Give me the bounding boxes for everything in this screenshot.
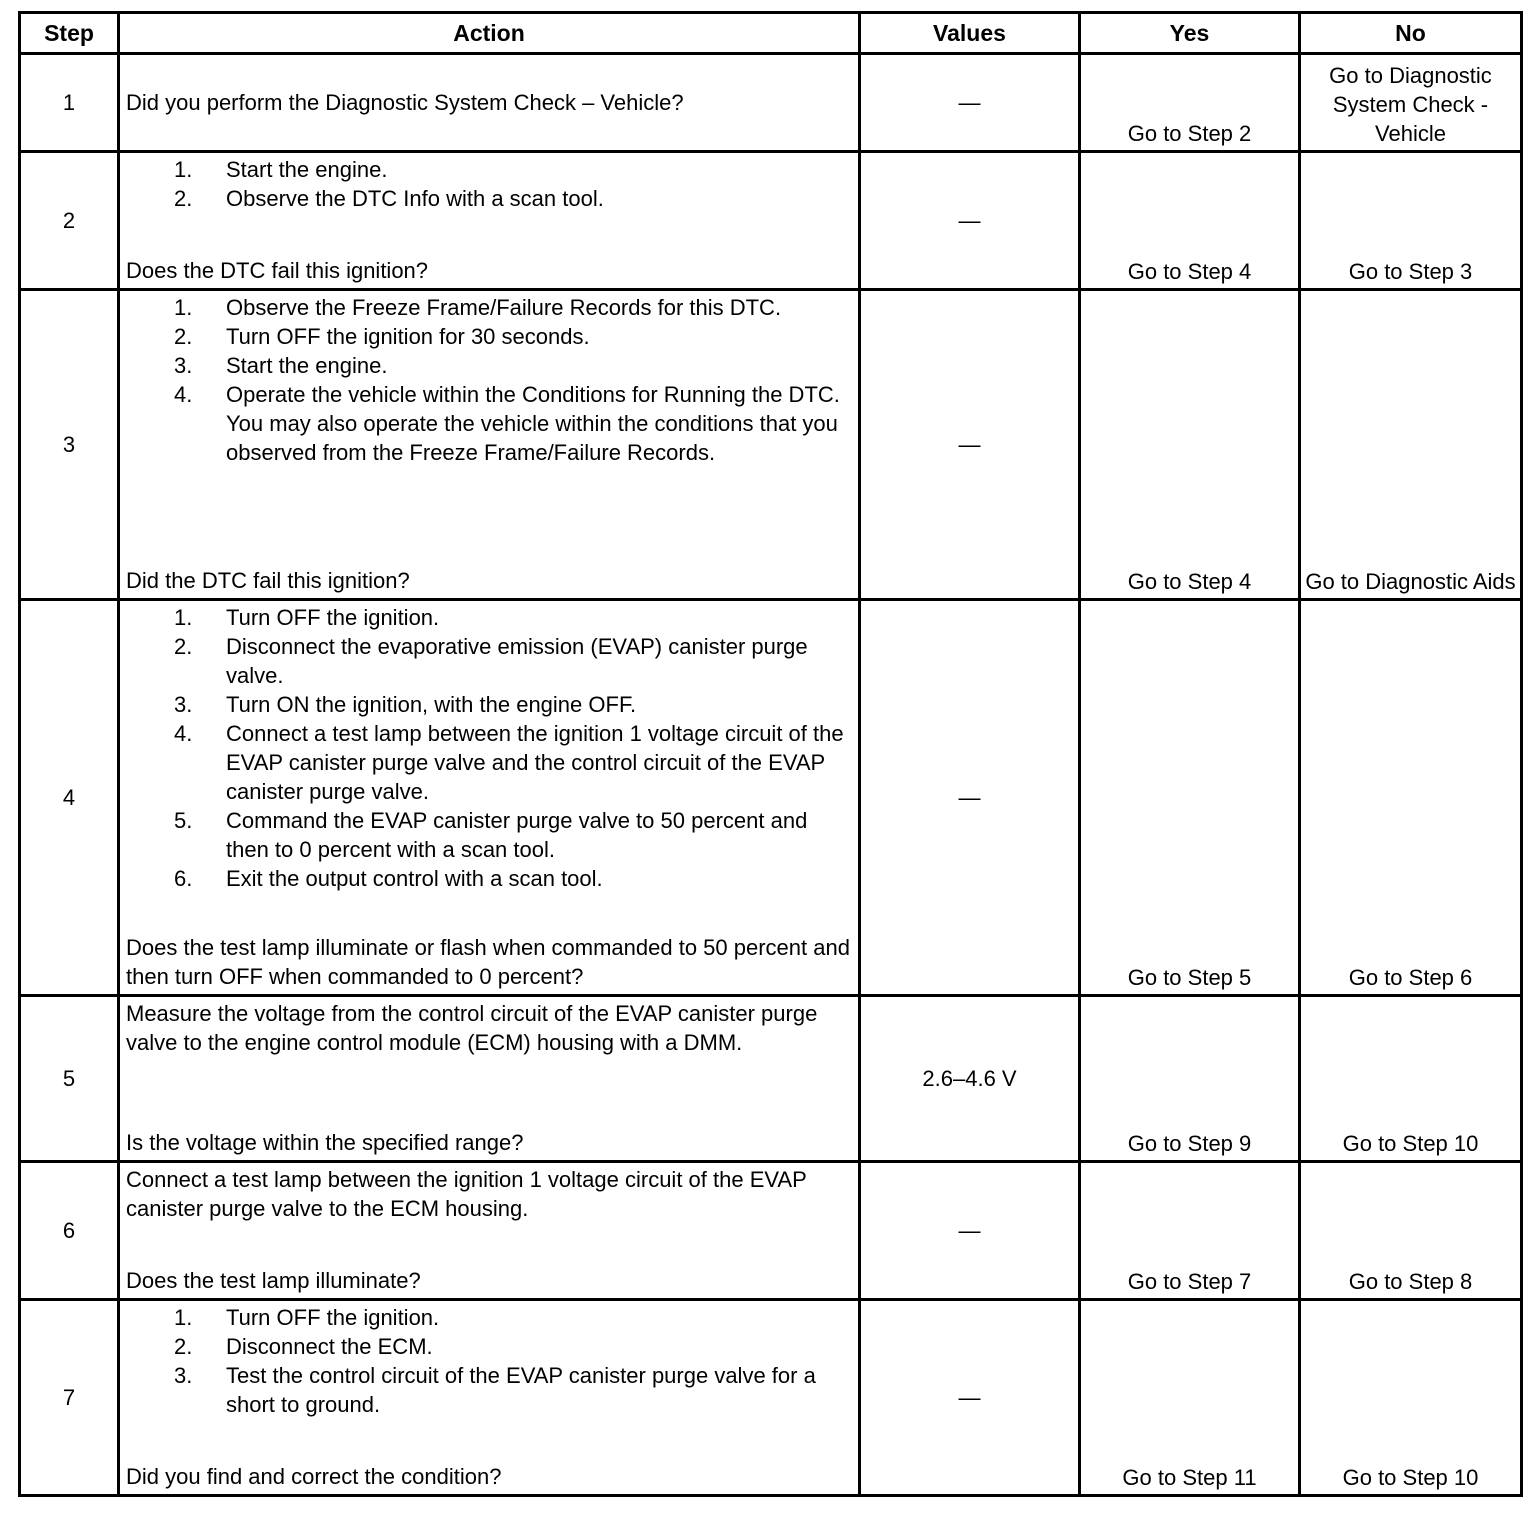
substep-number: 2. — [174, 1334, 193, 1359]
substep-number: 1. — [174, 295, 193, 320]
substep-number: 1. — [174, 605, 193, 630]
substep-number: 4. — [174, 721, 193, 746]
substep-list — [126, 603, 850, 893]
yes-cell: Go to Step 5 — [1080, 600, 1300, 996]
value-cell: — — [860, 600, 1080, 996]
substep-text: Turn OFF the ignition. — [226, 605, 440, 630]
no-cell: Go to Diagnostic Aids — [1300, 290, 1522, 600]
action-question: Did the DTC fail this ignition? — [126, 568, 410, 593]
substep-item — [174, 632, 850, 690]
header-values: Values — [860, 13, 1080, 54]
value-cell: — — [860, 152, 1080, 290]
substep-text: Disconnect the evaporative emission (EVAP) canister purge valve. — [226, 634, 808, 688]
substep-text: Observe the DTC Info with a scan tool. — [226, 186, 604, 211]
action-question: Does the test lamp illuminate? — [126, 1268, 421, 1293]
substep-list — [126, 1303, 850, 1419]
yes-cell: Go to Step 4 — [1080, 290, 1300, 600]
no-cell: Go to Step 10 — [1300, 996, 1522, 1162]
substep-item — [174, 293, 850, 322]
substep-text: Exit the output control with a scan tool. — [226, 866, 603, 891]
yes-cell: Go to Step 2 — [1080, 54, 1300, 152]
substep-text: Turn OFF the ignition. — [226, 1305, 440, 1330]
step-number: 5 — [20, 996, 119, 1162]
substep-item — [174, 155, 850, 184]
no-cell: Go to Step 6 — [1300, 600, 1522, 996]
header-action: Action — [119, 13, 860, 54]
no-cell: Go to Step 8 — [1300, 1162, 1522, 1300]
action-question: Does the DTC fail this ignition? — [126, 258, 429, 283]
step-number: 4 — [20, 600, 119, 996]
no-cell: Go to Diagnostic System Check - Vehicle — [1300, 54, 1522, 152]
value-cell: 2.6–4.6 V — [860, 996, 1080, 1162]
value-cell: — — [860, 1162, 1080, 1300]
substep-text: Observe the Freeze Frame/Failure Records for this DTC. — [226, 295, 782, 320]
yes-cell: Go to Step 9 — [1080, 996, 1300, 1162]
action-question: Did you perform the Diagnostic System Check – Vehicle? — [126, 89, 684, 115]
substep-text: Connect a test lamp between the ignition 1 voltage circuit of the EVAP canister purge valve and the control circuit of the EVAP canister purge valve. — [226, 721, 844, 804]
yes-cell: Go to Step 11 — [1080, 1300, 1300, 1496]
step-number: 2 — [20, 152, 119, 290]
value-cell: — — [860, 54, 1080, 152]
action-cell — [119, 54, 860, 152]
substep-number: 3. — [174, 1363, 193, 1388]
substep-text: Test the control circuit of the EVAP canister purge valve for a short to ground. — [226, 1363, 816, 1417]
substep-number: 3. — [174, 692, 193, 717]
table-body — [20, 54, 1522, 1496]
substep-text: Turn OFF the ignition for 30 seconds. — [226, 324, 590, 349]
step-number: 3 — [20, 290, 119, 600]
step-number: 1 — [20, 54, 119, 152]
substep-number: 1. — [174, 1305, 193, 1330]
substep-text: Command the EVAP canister purge valve to 50 percent and then to 0 percent with a scan tool. — [226, 808, 808, 862]
action-cell — [119, 1300, 860, 1496]
step-number: 7 — [20, 1300, 119, 1496]
action-paragraph: Connect a test lamp between the ignition 1 voltage circuit of the EVAP canister purge valve to the ECM housing. — [126, 1167, 807, 1221]
action-cell — [119, 1162, 860, 1300]
substep-item — [174, 603, 850, 632]
substep-number: 1. — [174, 157, 193, 182]
substep-number: 2. — [174, 186, 193, 211]
substep-number: 6. — [174, 866, 193, 891]
header-no: No — [1300, 13, 1522, 54]
no-cell: Go to Step 10 — [1300, 1300, 1522, 1496]
substep-text: Start the engine. — [226, 353, 388, 378]
substep-item — [174, 322, 850, 351]
substep-item — [174, 1303, 850, 1332]
value-cell: — — [860, 1300, 1080, 1496]
table-row — [20, 290, 1522, 600]
substep-list — [126, 155, 850, 213]
action-cell — [119, 996, 860, 1162]
action-cell — [119, 290, 860, 600]
substep-item — [174, 690, 850, 719]
action-question: Does the test lamp illuminate or flash when commanded to 50 percent and then turn OFF when commanded to 0 percent? — [126, 935, 850, 989]
substep-item — [174, 806, 850, 864]
table-row — [20, 996, 1522, 1162]
substep-item — [174, 351, 850, 380]
substep-text: Operate the vehicle within the Conditions for Running the DTC. You may also operate the vehicle within the conditions that you observed from the Freeze Frame/Failure Records. — [226, 382, 840, 465]
action-cell — [119, 152, 860, 290]
substep-item — [174, 719, 850, 806]
substep-text: Turn ON the ignition, with the engine OFF. — [226, 692, 637, 717]
table-row — [20, 600, 1522, 996]
substep-item — [174, 864, 850, 893]
yes-cell: Go to Step 4 — [1080, 152, 1300, 290]
substep-number: 3. — [174, 353, 193, 378]
action-question: Is the voltage within the specified range? — [126, 1130, 524, 1155]
value-cell: — — [860, 290, 1080, 600]
substep-number: 5. — [174, 808, 193, 833]
substep-number: 2. — [174, 634, 193, 659]
substep-number: 4. — [174, 382, 193, 407]
header-step: Step — [20, 13, 119, 54]
substep-text: Start the engine. — [226, 157, 388, 182]
action-paragraph: Measure the voltage from the control circuit of the EVAP canister purge valve to the engine control module (ECM) housing with a DMM. — [126, 1001, 818, 1055]
table-row — [20, 54, 1522, 152]
diagnostic-table — [18, 11, 1523, 1497]
table-row — [20, 152, 1522, 290]
no-cell: Go to Step 3 — [1300, 152, 1522, 290]
yes-cell: Go to Step 7 — [1080, 1162, 1300, 1300]
substep-item — [174, 1332, 850, 1361]
substep-number: 2. — [174, 324, 193, 349]
substep-item — [174, 380, 850, 467]
substep-list — [126, 293, 850, 467]
header-yes: Yes — [1080, 13, 1300, 54]
table-row — [20, 1162, 1522, 1300]
substep-text: Disconnect the ECM. — [226, 1334, 433, 1359]
action-question: Did you find and correct the condition? — [126, 1464, 502, 1489]
step-number: 6 — [20, 1162, 119, 1300]
header-row — [20, 13, 1522, 54]
table-row — [20, 1300, 1522, 1496]
substep-item — [174, 184, 850, 213]
substep-item — [174, 1361, 850, 1419]
action-cell — [119, 600, 860, 996]
